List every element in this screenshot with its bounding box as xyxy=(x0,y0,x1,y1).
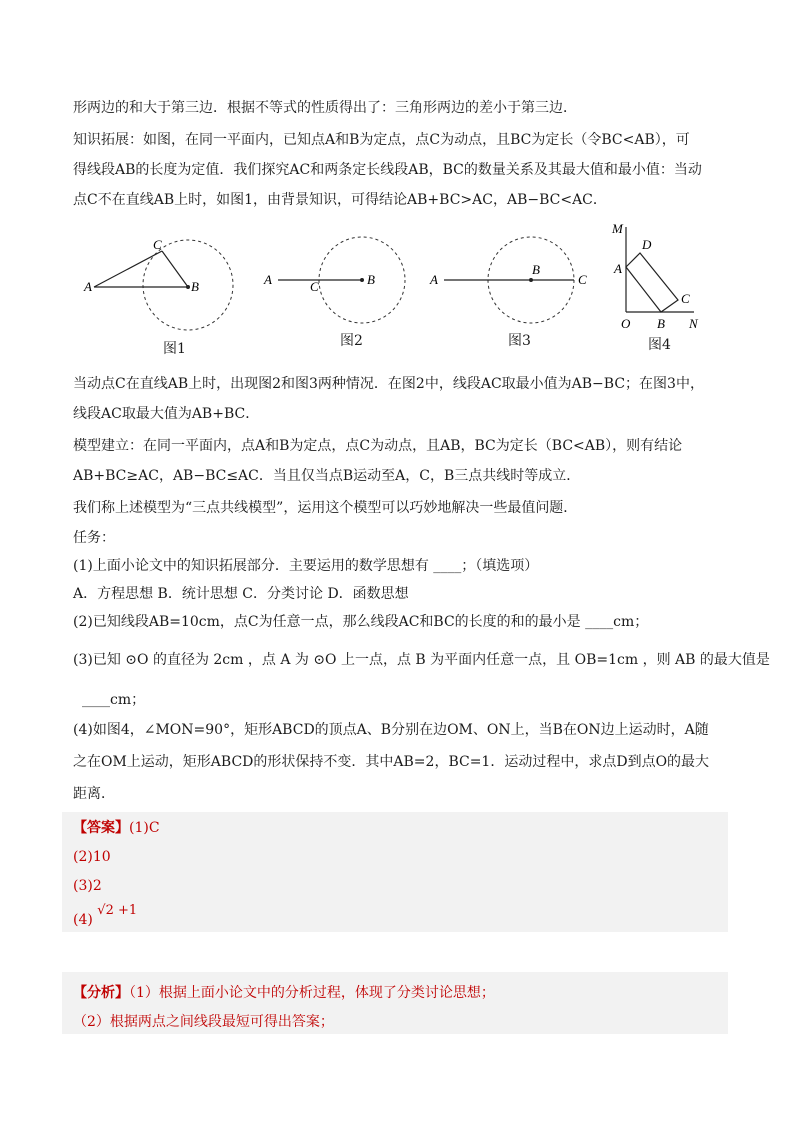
figure-3-caption: 图3 xyxy=(508,333,531,349)
analysis-tag: 【分析】 xyxy=(73,985,129,1001)
figure-3 xyxy=(429,237,587,323)
text-line-17: 之在OM上运动，矩形ABCD的形状保持不变．其中AB=2，BC=1．运动过程中，求点D到点O的最大 xyxy=(73,754,710,770)
fig2-label-a: A xyxy=(264,272,272,287)
fig3-label-a: A xyxy=(430,272,438,287)
fig4-label-o: O xyxy=(621,316,631,331)
text-line-8: AB+BC≥AC，AB−BC≤AC．当且仅当点B运动至A，C，B三点共线时等成立． xyxy=(73,468,581,484)
fig1-label-a: A xyxy=(84,279,92,294)
fig3-label-b: B xyxy=(532,262,540,277)
figure-1 xyxy=(83,237,233,330)
text-line-16: (4)如图4，∠MON=90°，矩形ABCD的顶点A、B分别在边OM、ON上，当B在ON边上运动时，A随 xyxy=(73,722,709,738)
answer-2: (2)10 xyxy=(73,849,111,865)
text-line-12: A．方程思想 B．统计思想 C．分类讨论 D．函数思想 xyxy=(73,586,409,602)
fig1-label-b: B xyxy=(191,279,199,294)
answer-1: (1)C xyxy=(129,820,160,836)
text-line-11: (1)上面小论文中的知识拓展部分．主要运用的数学思想有 ____；（填选项） xyxy=(73,558,539,574)
text-line-15: ____cm； xyxy=(82,692,146,708)
text-line-3: 得线段AB的长度为定值．我们探究AC和两条定长线段AB，BC的数量关系及其最大值和最小值：当动 xyxy=(73,162,702,178)
fig4-label-b: B xyxy=(657,316,665,331)
text-line-4: 点C不在直线AB上时，如图1，由背景知识，可得结论AB+BC>AC，AB−BC<AC． xyxy=(73,192,607,208)
text-line-9: 我们称上述模型为“三点共线模型”，运用这个模型可以巧妙地解决一些最值问题． xyxy=(73,500,578,516)
analysis-1: （1）根据上面小论文中的分析过程，体现了分类讨论思想； xyxy=(129,985,495,1001)
analysis-2: （2）根据两点之间线段最短可得出答案； xyxy=(73,1014,334,1030)
fig2-label-b: B xyxy=(367,272,375,287)
fig4-label-c: C xyxy=(681,291,690,306)
fig3-label-c: C xyxy=(578,272,587,287)
figures-svg xyxy=(0,215,800,340)
fig4-label-m: M xyxy=(612,221,623,236)
text-line-2: 知识拓展：如图，在同一平面内，已知点A和B为定点，点C为动点，且BC为定长（令BC<AB），可 xyxy=(73,132,690,148)
answer-box xyxy=(62,812,728,932)
figure-4-caption: 图4 xyxy=(648,337,671,353)
text-line-13: (2)已知线段AB=10cm，点C为任意一点，那么线段AC和BC的长度的和的最小是 ____cm； xyxy=(73,614,649,630)
text-line-7: 模型建立：在同一平面内，点A和B为定点，点C为动点，且AB，BC为定长（BC<AB），则有结论 xyxy=(73,438,683,454)
answer-tag: 【答案】 xyxy=(73,820,129,836)
analysis-line-1 xyxy=(73,983,495,1003)
fig4-label-n: N xyxy=(689,316,698,331)
figure-1-caption: 图1 xyxy=(163,341,186,357)
text-line-14: (3)已知 ⊙O 的直径为 2cm ，点 A 为 ⊙O 上一点，点 B 为平面内任意一点，且 OB=1cm ，则 AB 的最大值是 xyxy=(73,652,770,668)
answer-line-4 xyxy=(73,903,138,931)
figure-4 xyxy=(611,221,699,331)
fig4-label-a: A xyxy=(614,261,622,276)
answer-line-1 xyxy=(73,818,160,838)
text-line-5: 当动点C在直线AB上时，出现图2和图3两种情况．在图2中，线段AC取最小值为AB−BC；在图3中， xyxy=(73,376,704,392)
fig4-label-d: D xyxy=(642,237,652,252)
figure-2-caption: 图2 xyxy=(340,333,363,349)
fig1-label-c: C xyxy=(153,237,162,252)
answer-3: (3)2 xyxy=(73,878,102,894)
text-line-6: 线段AC取最大值为AB+BC． xyxy=(73,406,260,422)
text-line-18: 距离． xyxy=(73,786,115,802)
answer-4-prefix: (4) xyxy=(73,912,93,928)
figure-2 xyxy=(263,237,405,323)
text-line-1: 形两边的和大于第三边．根据不等式的性质得出了：三角形两边的差小于第三边． xyxy=(73,100,577,116)
fig2-label-c: C xyxy=(310,279,319,294)
text-line-10: 任务： xyxy=(73,530,115,546)
answer-4-value: √2 +1 xyxy=(97,903,138,918)
